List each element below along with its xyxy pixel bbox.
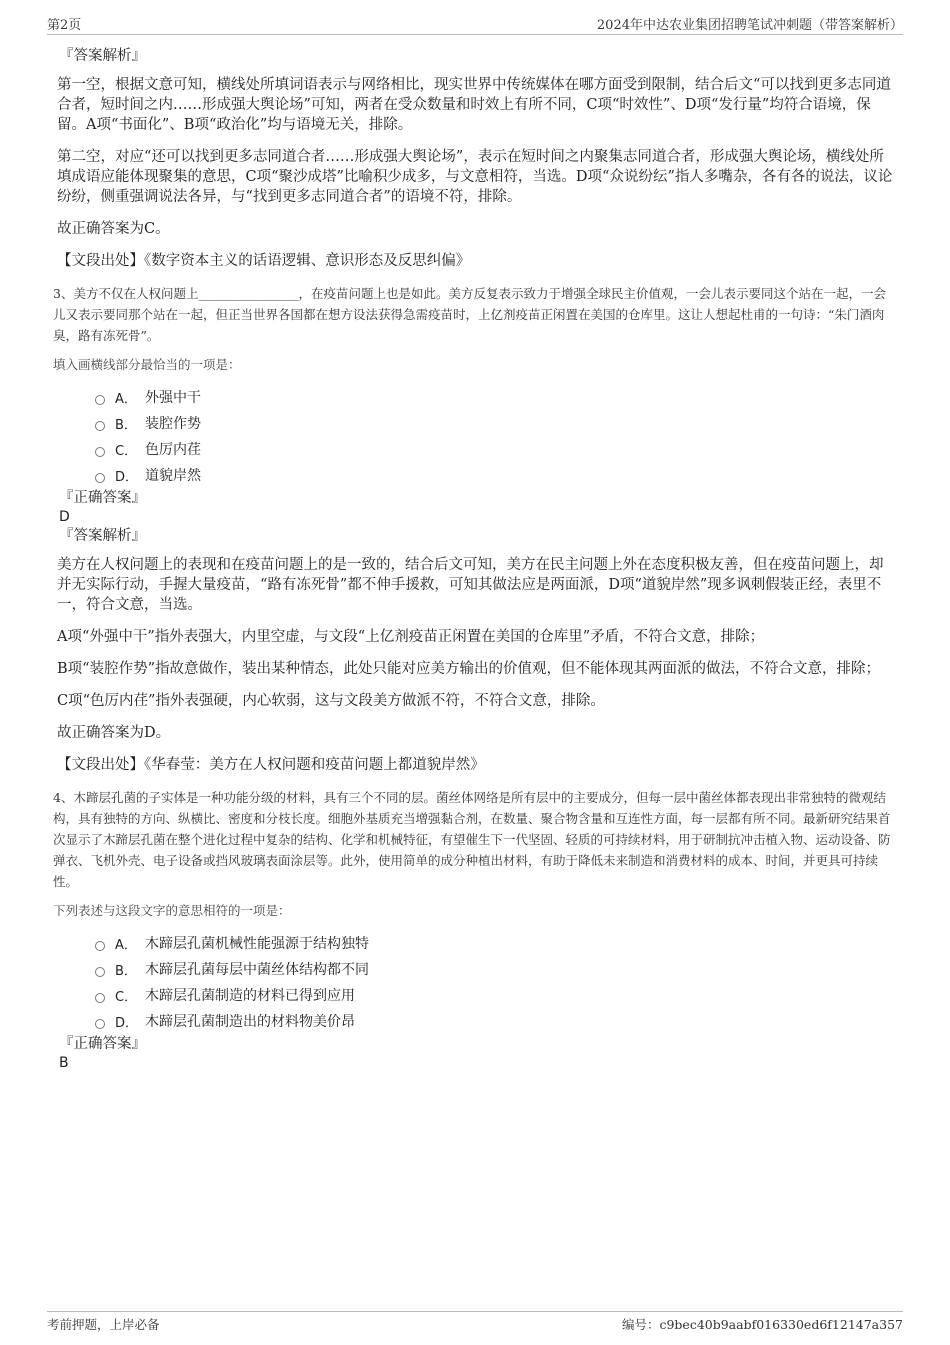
option-c[interactable]: C． 木蹄层孔菌制造的材料已得到应用 (95, 982, 893, 1008)
option-d[interactable]: D． 道貌岸然 (95, 462, 893, 488)
analysis-conclusion: 故正确答案为C。 (57, 221, 170, 237)
question-4-prompt: 下列表述与这段文字的意思相符的一项是： (53, 903, 291, 918)
correct-answer: D (59, 509, 70, 525)
analysis-paragraph: 第一空，根据文意可知，横线处所填词语表示与网络相比，现实世界中传统媒体在哪方面受到限制，结合后文“可以找到更多志同道合者，短时间之内……形成强大舆论场”可知，两者在受众数量和时效上有所不同，C项“时效性”、D项“发行量”均符合语境，保留。A项“书面化”、B项“政治化”均与语境无关，排除。 (57, 77, 891, 133)
question-4-options (95, 930, 893, 1034)
question-3-prompt: 填入画横线部分最恰当的一项是： (53, 357, 241, 372)
analysis-paragraph: A项“外强中干”指外表强大，内里空虚，与文段“上亿剂疫苗正闲置在美国的仓库里”矛盾，不符合文意，排除； (57, 629, 765, 645)
radio-icon[interactable] (95, 967, 105, 977)
option-a[interactable]: A． 木蹄层孔菌机械性能强源于结构独特 (95, 930, 893, 956)
question-3-text-before: 3、美方不仅在人权问题上 (53, 286, 199, 301)
radio-icon[interactable] (95, 421, 105, 431)
answer-analysis-label: 『答案解析』 (59, 528, 146, 544)
page-header (47, 12, 903, 35)
correct-answer-label: 『正确答案』 (59, 490, 146, 506)
passage-source: 【文段出处】《华春莹：美方在人权问题和疫苗问题上都道貌岸然》 (57, 757, 485, 773)
answer-analysis-label: 『答案解析』 (59, 48, 146, 64)
correct-answer: B (59, 1055, 69, 1071)
question-4-text: 4、木蹄层孔菌的子实体是一种功能分级的材料，具有三个不同的层。菌丝体网络是所有层中的主要成分，但每一层中菌丝体都表现出非常独特的微观结构，具有独特的方向、纵横比、密度和分枝长度。细胞外基质充当增强黏合剂，在数量、聚合物含量和互连性方面，每一层都有所不同。最新研究结果首次显示了木蹄层孔菌在整个进化过程中复杂的结构、化学和机械特征，有望催生下一代坚固、轻质的可持续材料，用于研制抗冲击植入物、运动设备、防弹衣、飞机外壳、电子设备或挡风玻璃表面涂层等。此外，使用简单的成分种植出材料，有助于降低未来制造和消费材料的成本、时间，并更具可持续性。 (53, 790, 891, 889)
radio-icon[interactable] (95, 1019, 105, 1029)
document-id: 编号：c9bec40b9aabf016330ed6f12147a357 (621, 1317, 903, 1332)
analysis-conclusion: 故正确答案为D。 (57, 725, 171, 741)
analysis-paragraph: C项“色厉内荏”指外表强硬，内心软弱，这与文段美方做派不符，不符合文意，排除。 (57, 693, 605, 709)
radio-icon[interactable] (95, 395, 105, 405)
option-c[interactable]: C． 色厉内荏 (95, 436, 893, 462)
footer-slogan: 考前押题，上岸必备 (47, 1317, 160, 1332)
option-b[interactable]: B． 装腔作势 (95, 410, 893, 436)
page-footer (47, 1311, 903, 1336)
question-3-options (95, 384, 893, 488)
option-b[interactable]: B． 木蹄层孔菌每层中菌丝体结构都不同 (95, 956, 893, 982)
passage-source: 【文段出处】《数字资本主义的话语逻辑、意识形态及反思纠偏》 (57, 253, 471, 269)
radio-icon[interactable] (95, 447, 105, 457)
analysis-paragraph: 第二空，对应“还可以找到更多志同道合者……形成强大舆论场”，表示在短时间之内聚集志同道合者，形成强大舆论场，横线处所填成语应能体现聚集的意思，C项“聚沙成塔”比喻积少成多，与文意相符，当选。D项“众说纷纭”指人多嘴杂，各有各的说法，议论纷纷，侧重强调说法各异，与“找到更多志同道合者”的语境不符，排除。 (57, 149, 893, 205)
question-3-text (53, 283, 893, 346)
page-content (53, 46, 893, 1072)
analysis-paragraph: 美方在人权问题上的表现和在疫苗问题上的是一致的，结合后文可知，美方在民主问题上外在态度积极友善，但在疫苗问题上，却并无实际行动，手握大量疫苗，“路有冻死骨”都不伸手援救，可知其做法应是两面派，D项“道貌岸然”现多讽刺假装正经，表里不一，符合文意，当选。 (57, 557, 884, 613)
radio-icon[interactable] (95, 473, 105, 483)
page-number: 第2页 (47, 18, 82, 33)
option-d[interactable]: D． 木蹄层孔菌制造出的材料物美价昂 (95, 1008, 893, 1034)
radio-icon[interactable] (95, 941, 105, 951)
document-title: 2024年中达农业集团招聘笔试冲刺题（带答案解析） (596, 18, 903, 33)
fill-blank: ________________ (198, 286, 299, 301)
correct-answer-label: 『正确答案』 (59, 1036, 146, 1052)
question-3-text-after: ，在疫苗问题上也是如此。美方反复表示致力于增强全球民主价值观，一会儿表示要同这个站在一起，一会儿又表示要同那个站在一起，但正当世界各国都在想方设法获得急需疫苗时，上亿剂疫苗正闲置在美国的仓库里。这让人想起杜甫的一句诗：“朱门酒肉臭，路有冻死骨”。 (53, 286, 886, 343)
radio-icon[interactable] (95, 993, 105, 1003)
analysis-paragraph: B项“装腔作势”指故意做作，装出某种情态，此处只能对应美方输出的价值观，但不能体现其两面派的做法，不符合文意，排除； (57, 661, 880, 677)
option-a[interactable]: A． 外强中干 (95, 384, 893, 410)
